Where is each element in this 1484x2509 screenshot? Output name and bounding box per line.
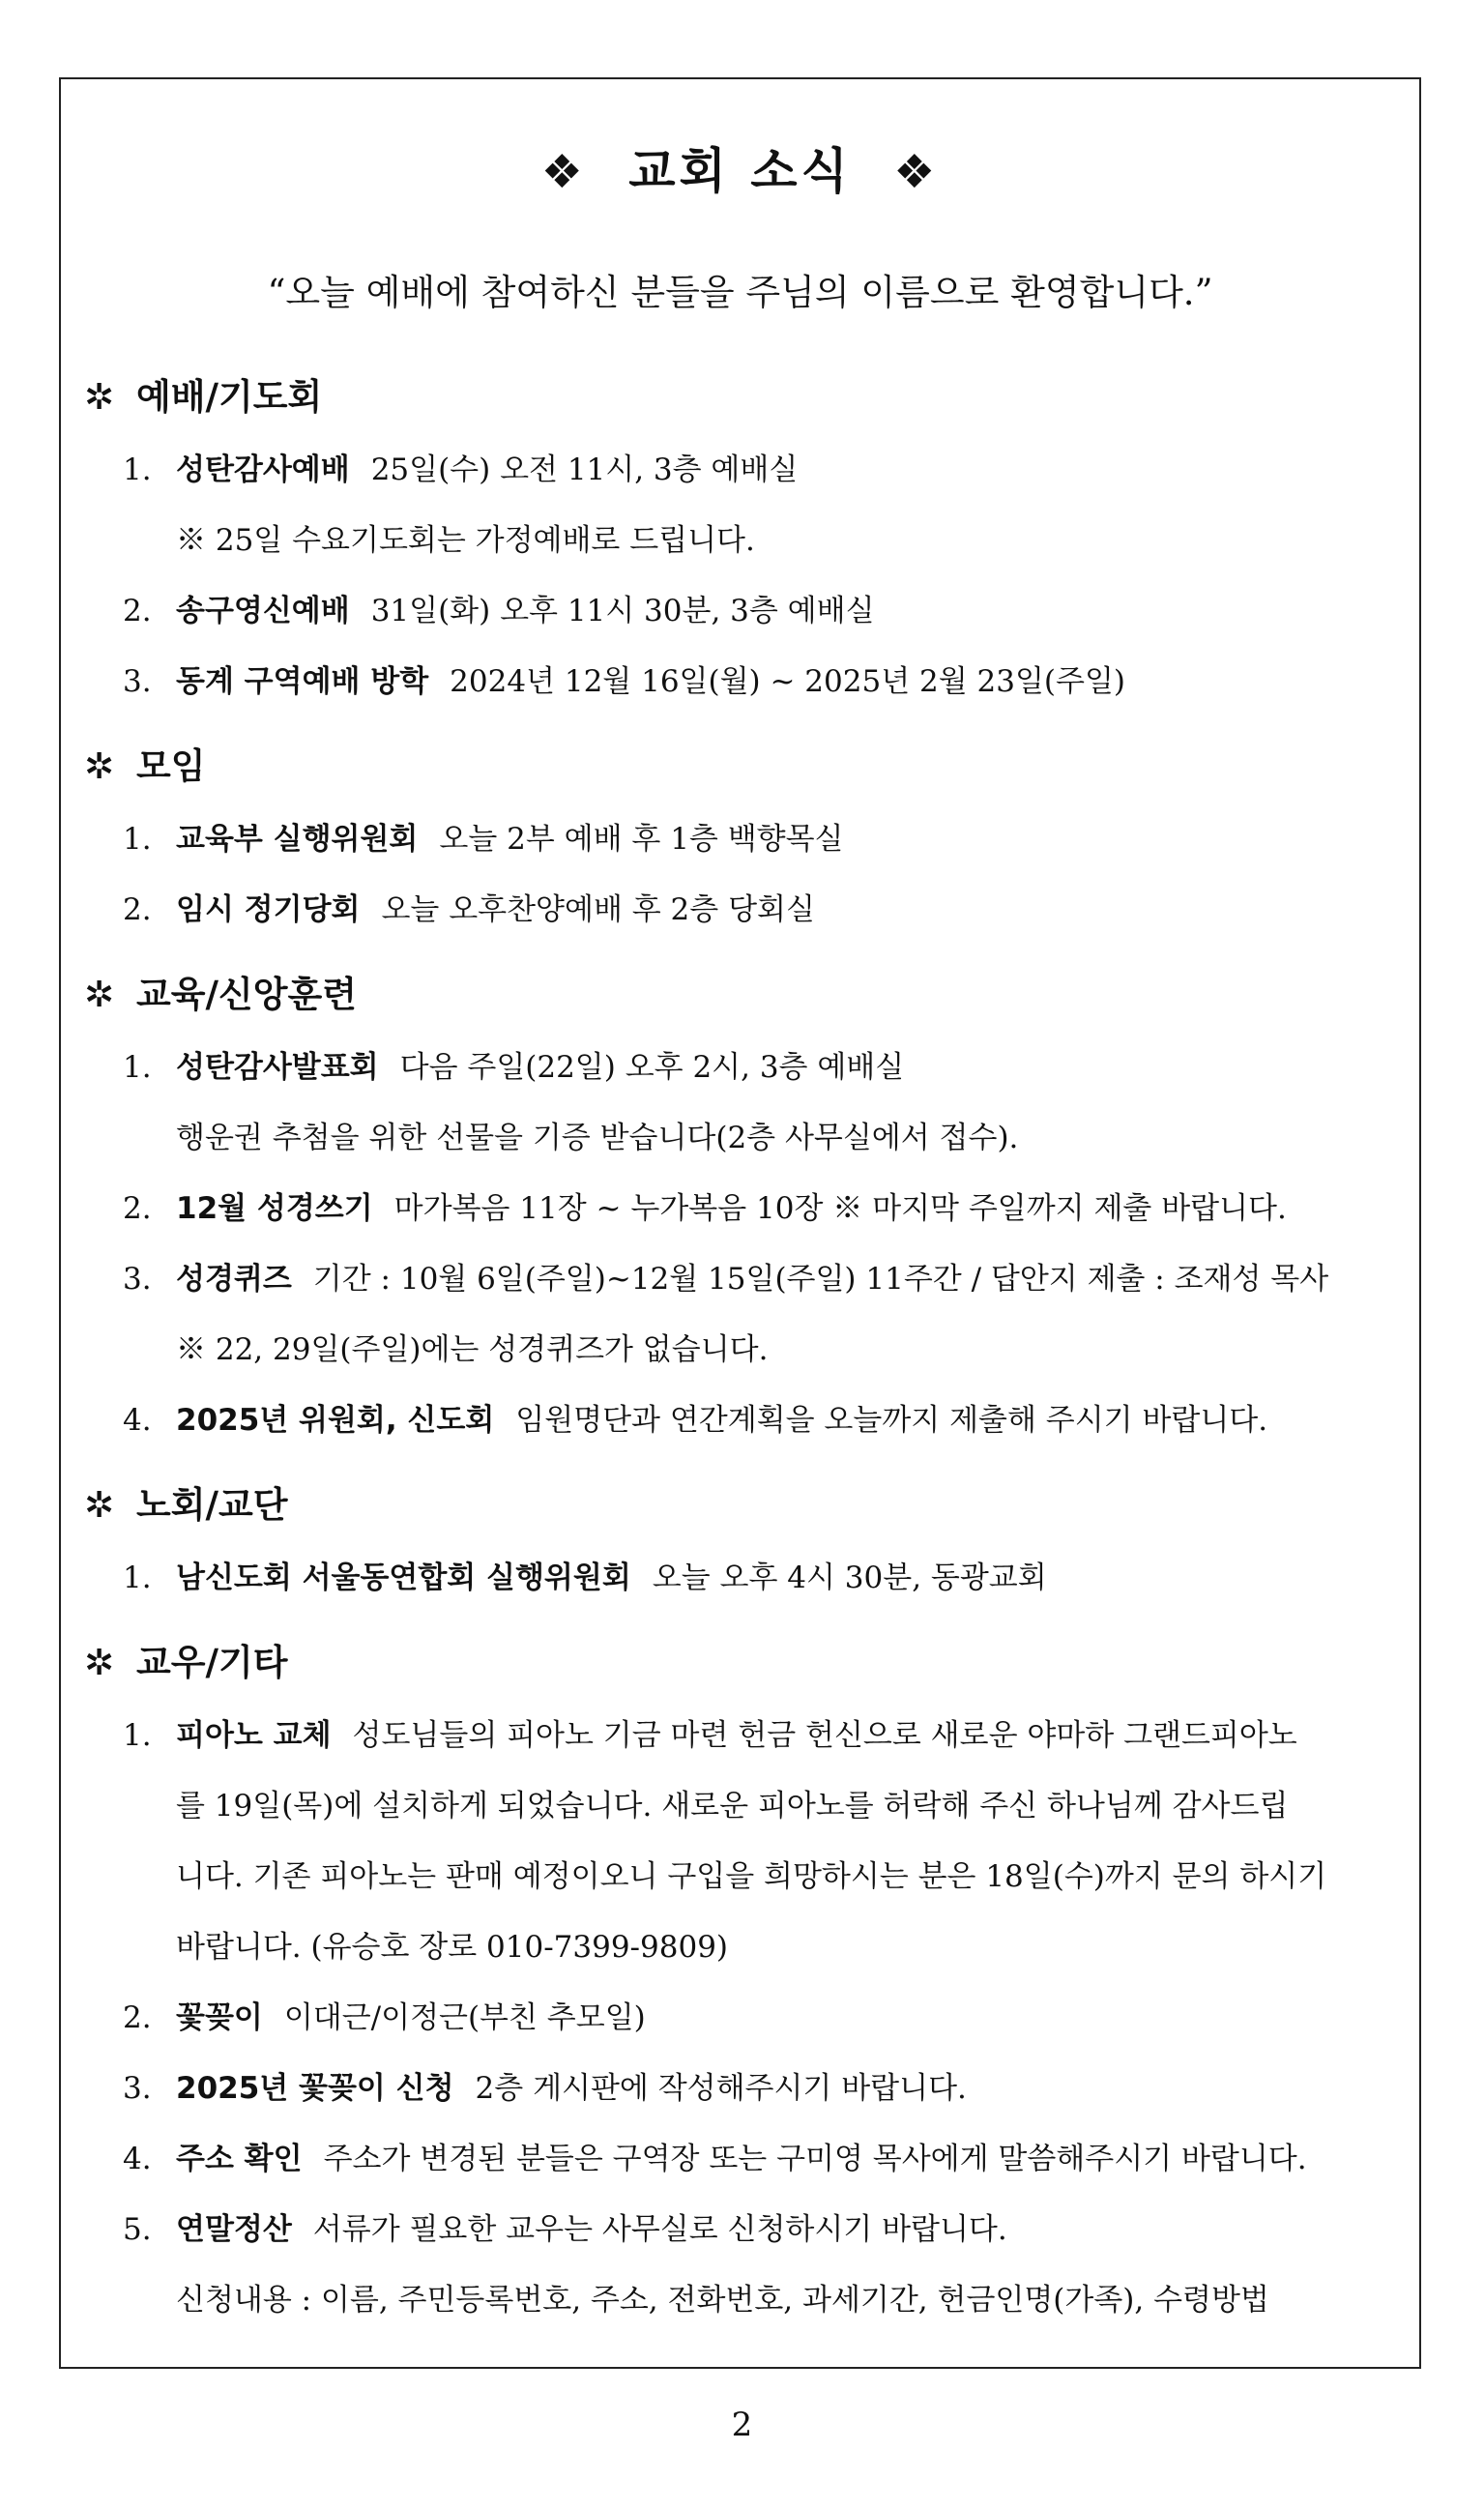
section-heading	[84, 1477, 1402, 1533]
notice-item	[84, 1701, 1402, 1771]
item-text: 오늘 오후찬양예배 후 2층 당회실	[381, 892, 815, 927]
item-label: 동계 구역예배 방학	[176, 664, 429, 699]
section-heading-text: 교우/기타	[136, 1642, 288, 1683]
notice-section	[84, 1477, 1402, 1614]
item-number: 2.	[123, 1191, 152, 1226]
item-text: 이대근/이정근(부친 추모일)	[283, 2000, 646, 2035]
notice-item	[84, 1386, 1402, 1456]
section-heading-text: 예배/기도회	[136, 376, 323, 418]
item-number: 4.	[123, 2142, 152, 2176]
item-number: 1.	[123, 452, 152, 487]
notice-item	[84, 1033, 1402, 1103]
notice-continuation: 를 19일(목)에 설치하게 되었습니다. 새로운 피아노를 허락해 주신 하나님께 감사드립	[176, 1789, 1289, 1823]
item-text: 오늘 오후 4시 30분, 동광교회	[652, 1561, 1047, 1595]
notice-item	[84, 804, 1402, 875]
item-number: 3.	[123, 1262, 152, 1297]
page-number: 2	[731, 2406, 753, 2444]
section-heading	[84, 1635, 1402, 1691]
item-label: 꽃꽂이	[176, 2000, 263, 2035]
item-number: 1.	[123, 1050, 152, 1085]
item-label: 송구영신예배	[176, 594, 350, 628]
item-label: 연말정산	[176, 2212, 292, 2247]
notice-section	[84, 369, 1402, 717]
asterisk-bullet-icon: ✲	[84, 745, 115, 787]
item-label: 교육부 실행위원회	[176, 822, 419, 857]
asterisk-bullet-icon: ✲	[84, 1484, 115, 1526]
item-label: 12월 성경쓰기	[176, 1191, 373, 1226]
item-number: 1.	[123, 822, 152, 857]
notice-continuation: ※ 25일 수요기도회는 가정예배로 드립니다.	[176, 523, 755, 558]
notice-item	[84, 435, 1402, 506]
item-text: 주소가 변경된 분들은 구역장 또는 구미영 목사에게 말씀해주시기 바랍니다.	[323, 2142, 1307, 2176]
item-label: 성탄감사발표회	[176, 1050, 379, 1085]
item-number: 3.	[123, 664, 152, 699]
item-text: 성도님들의 피아노 기금 마련 헌금 헌신으로 새로운 야마하 그랜드피아노	[352, 1718, 1297, 1753]
item-number: 4.	[123, 1403, 152, 1438]
item-number: 5.	[123, 2212, 152, 2247]
notice-item	[84, 647, 1402, 717]
notice-item	[84, 1244, 1402, 1315]
diamond-ornament-icon: ❖	[540, 145, 587, 199]
notice-frame	[59, 77, 1421, 2369]
notice-continuation: 신청내용 : 이름, 주민등록번호, 주소, 전화번호, 과세기간, 헌금인명(가족), 수령방법	[176, 2283, 1269, 2318]
section-heading	[84, 369, 1402, 425]
item-number: 2.	[123, 2000, 152, 2035]
notice-section	[84, 739, 1402, 946]
item-text: 25일(수) 오전 11시, 3층 예배실	[370, 452, 799, 487]
item-label: 2025년 꽃꽂이 신청	[176, 2071, 454, 2106]
section-heading-text: 모임	[136, 745, 206, 787]
item-text: 기간 : 10월 6일(주일)~12월 15일(주일) 11주간 / 답안지 제출 : 조재성 목사	[312, 1262, 1329, 1297]
item-label: 피아노 교체	[176, 1718, 332, 1753]
welcome-message: “오늘 예배에 참여하신 분들을 주님의 이름으로 환영합니다.”	[267, 272, 1213, 313]
item-text: 다음 주일(22일) 오후 2시, 3층 예배실	[399, 1050, 905, 1085]
asterisk-bullet-icon: ✲	[84, 376, 115, 418]
diamond-ornament-icon: ❖	[893, 145, 940, 199]
notice-section	[84, 967, 1402, 1456]
item-text: 2024년 12월 16일(월) ~ 2025년 2월 23일(주일)	[450, 664, 1125, 699]
notice-item	[84, 1983, 1402, 2054]
asterisk-bullet-icon: ✲	[84, 1642, 115, 1683]
notice-continuation: ※ 22, 29일(주일)에는 성경퀴즈가 없습니다.	[176, 1332, 769, 1367]
item-number: 1.	[123, 1718, 152, 1753]
notice-section	[84, 1635, 1402, 2336]
notice-item	[84, 2195, 1402, 2265]
item-label: 임시 정기당회	[176, 892, 361, 927]
notice-continuation: 바랍니다. (유승호 장로 010-7399-9809)	[176, 1930, 729, 1965]
asterisk-bullet-icon: ✲	[84, 974, 115, 1015]
section-heading	[84, 739, 1402, 795]
item-label: 2025년 위원회, 신도회	[176, 1403, 495, 1438]
notice-content	[84, 369, 1402, 2357]
notice-item	[84, 2124, 1402, 2195]
notice-item	[84, 576, 1402, 647]
section-heading-text: 노회/교단	[136, 1484, 288, 1526]
page-title-text: 교회 소식	[628, 143, 852, 199]
notice-continuation: 니다. 기존 피아노는 판매 예정이오니 구입을 희망하시는 분은 18일(수)까지 문의 하시기	[176, 1859, 1327, 1894]
item-number: 3.	[123, 2071, 152, 2106]
item-text: 서류가 필요한 교우는 사무실로 신청하시기 바랍니다.	[312, 2212, 1007, 2247]
item-label: 남신도회 서울동연합회 실행위원회	[176, 1561, 631, 1595]
notice-continuation: 행운권 추첨을 위한 선물을 기증 받습니다(2층 사무실에서 접수).	[176, 1121, 1019, 1155]
notice-item	[84, 2054, 1402, 2124]
item-text: 2층 게시판에 작성해주시기 바랍니다.	[475, 2071, 967, 2106]
page-title	[61, 132, 1419, 202]
item-text: 오늘 2부 예배 후 1층 백향목실	[439, 822, 844, 857]
notice-item	[84, 875, 1402, 946]
item-label: 성탄감사예배	[176, 452, 350, 487]
notice-item	[84, 1543, 1402, 1614]
item-text: 임원명단과 연간계획을 오늘까지 제출해 주시기 바랍니다.	[515, 1403, 1268, 1438]
item-number: 2.	[123, 594, 152, 628]
item-text: 마가복음 11장 ~ 누가복음 10장 ※ 마지막 주일까지 제출 바랍니다.	[393, 1191, 1287, 1226]
notice-item	[84, 1174, 1402, 1244]
item-number: 1.	[123, 1561, 152, 1595]
item-label: 성경퀴즈	[176, 1262, 292, 1297]
section-heading-text: 교육/신앙훈련	[136, 974, 357, 1015]
item-number: 2.	[123, 892, 152, 927]
item-text: 31일(화) 오후 11시 30분, 3층 예배실	[370, 594, 875, 628]
section-heading	[84, 967, 1402, 1023]
item-label: 주소 확인	[176, 2142, 303, 2176]
